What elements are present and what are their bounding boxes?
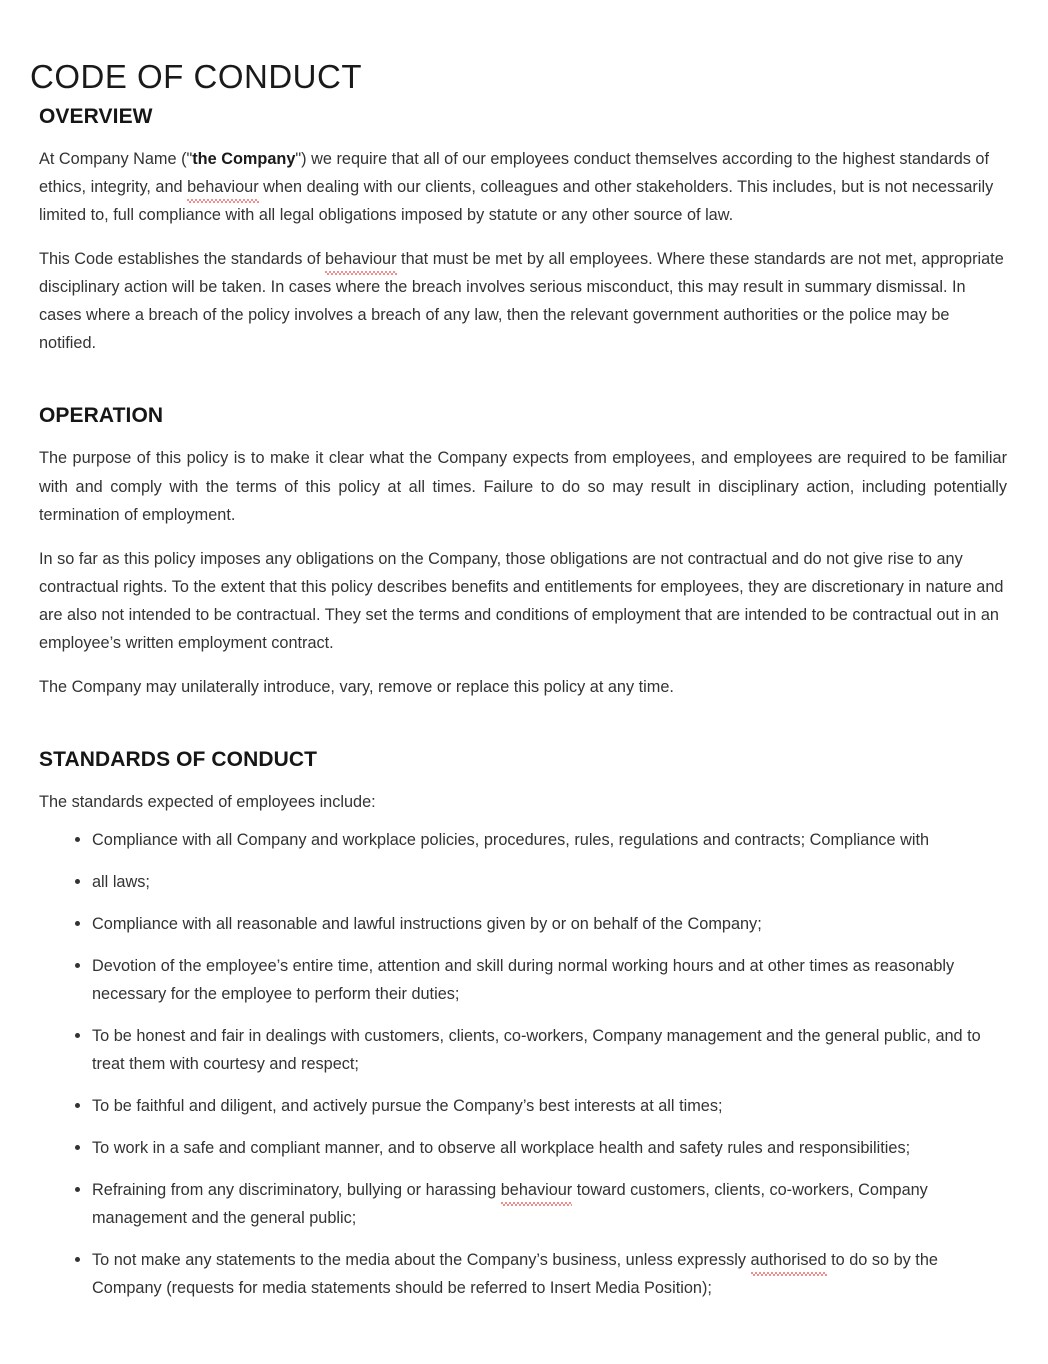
list-item [39,910,1007,938]
overview-p1-bold-company: the Company [192,150,296,169]
list-item-text-before: Refraining from any discriminatory, bullying or harassing [92,1180,501,1199]
spellcheck-behaviour-1: behaviour [187,173,259,201]
list-item [39,1176,1007,1232]
list-item [39,1092,1007,1120]
list-item [39,952,1007,1008]
spellcheck-behaviour-3: behaviour [501,1176,573,1204]
standards-lead-in: The standards expected of employees include: [39,792,376,811]
list-item-text-after: to do so by the Company (requests for media statements should be referred to Insert Media Position); [92,1250,938,1297]
list-item-text: To work in a safe and compliant manner, and to observe all workplace health and safety rules and responsibilities; [92,1138,911,1157]
list-item-text: To be faithful and diligent, and actively pursue the Company’s best interests at all times; [92,1096,723,1115]
overview-p1-part-c: when dealing with our clients, colleagues and other stakeholders. This includes, but is not necessarily limited to, full compliance with all legal obligations imposed by statute or any other source of law. [39,178,994,225]
list-item [39,1022,1007,1078]
standards-bullet-list [39,826,1007,1302]
spellcheck-behaviour-2: behaviour [325,245,397,273]
overview-p1-part-a: At Company Name (" [39,150,193,169]
list-item-text: Devotion of the employee’s entire time, attention and skill during normal working hours and at other times as reasonably necessary for the employee to perform their duties; [92,956,955,1003]
section-heading-overview: OVERVIEW [39,105,153,128]
document-body [39,104,1007,1302]
overview-p1-part-b: ") we require that all of our employees conduct themselves according to the highest standards of ethics, integrity, and [39,150,989,197]
section-heading-operation: OPERATION [39,404,164,428]
list-item-text: all laws; [92,872,150,891]
list-item [39,826,1007,854]
list-item [39,868,1007,896]
spellcheck-authorised: authorised [751,1246,827,1274]
operation-paragraph-3: The Company may unilaterally introduce, vary, remove or replace this policy at any time. [39,677,674,696]
list-item-text-before: To not make any statements to the media about the Company’s business, unless expressly [92,1250,751,1269]
list-item-text: To be honest and fair in dealings with customers, clients, co-workers, Company management and the general public, and to treat them with courtesy and respect; [92,1026,981,1073]
list-item-text: Compliance with all Company and workplace policies, procedures, rules, regulations and contracts; Compliance with [92,830,930,849]
list-item [39,1246,1007,1302]
section-heading-standards-of-conduct: STANDARDS OF CONDUCT [39,747,318,771]
list-item-text-after: toward customers, clients, co-workers, Company management and the general public; [92,1180,928,1227]
list-item-text: Compliance with all reasonable and lawful instructions given by or on behalf of the Company; [92,914,762,933]
page-title: CODE OF CONDUCT [30,58,362,96]
overview-paragraph-1 [39,145,1007,229]
operation-paragraph-1: The purpose of this policy is to make it clear what the Company expects from employees, and employees are required to be familiar with and comply with the terms of this policy at all times. Failure to do so may result in disciplinary action, including potentially termination of employment. [39,449,1007,524]
overview-p2-part-b: that must be met by all employees. Where these standards are not met, appropriate disciplinary action will be taken. In cases where the breach involves serious misconduct, this may result in summary dismissal. In cases where a breach of the policy involves a breach of any law, then the relevant government authorities or the police may be notified. [39,250,1004,353]
overview-paragraph-2 [39,245,1007,357]
operation-paragraph-2: In so far as this policy imposes any obligations on the Company, those obligations are not contractual and do not give rise to any contractual rights. To the extent that this policy describes benefits and entitlements for employees, they are discretionary in nature and are also not intended to be contractual. They set the terms and conditions of employment that are intended to be contractual out in an employee’s written employment contract. [39,549,1004,652]
list-item [39,1134,1007,1162]
overview-p2-part-a: This Code establishes the standards of [39,250,325,269]
